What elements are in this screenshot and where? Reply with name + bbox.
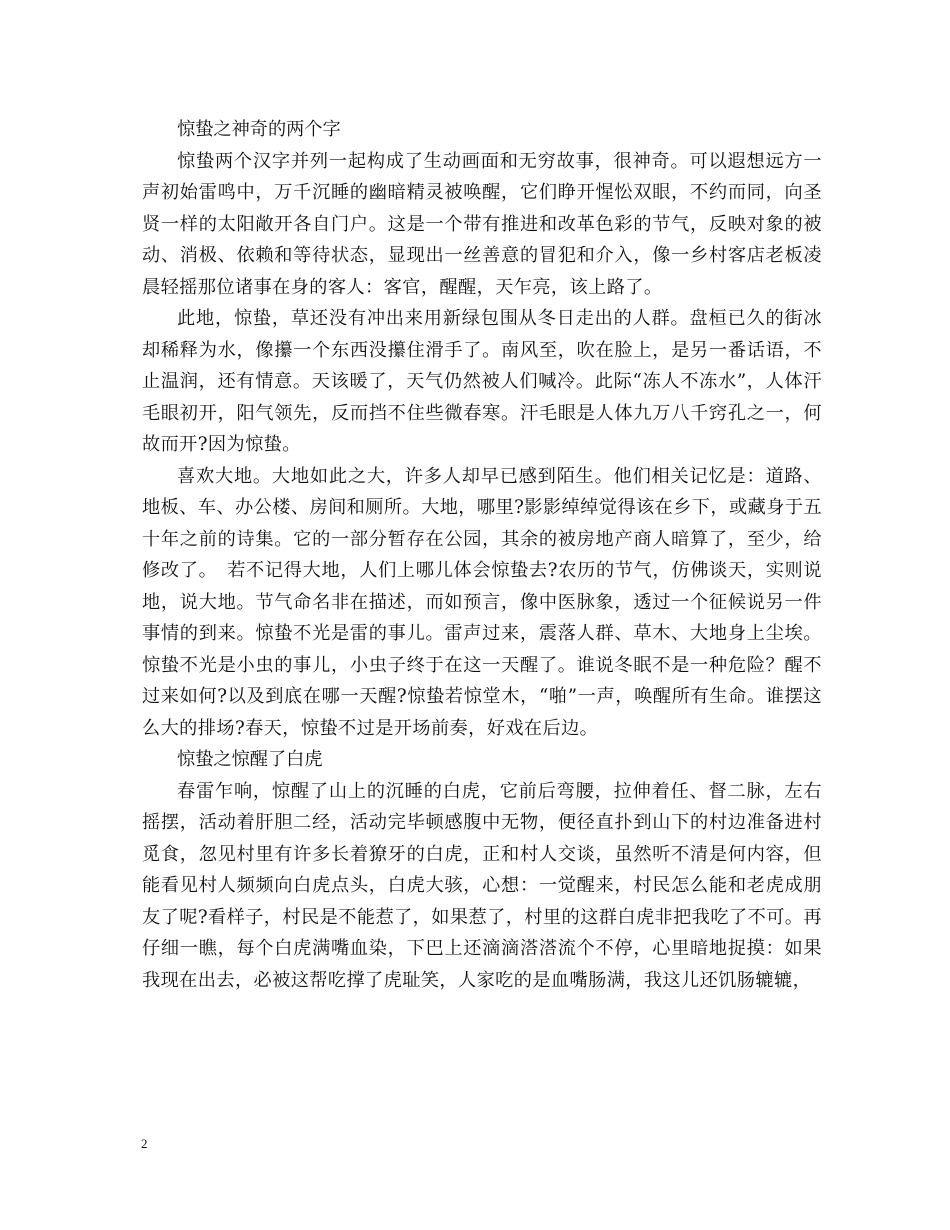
paragraph-3: 喜欢大地。大地如此之大，许多人却早已感到陌生。他们相关记忆是：道路、地板、车、办公楼、房间和厕所。大地，哪里?影影绰绰觉得该在乡下，或藏身于五十年之前的诗集。它的一部分暂存在公园，其余的被房地产商人暗算了，至少，给修改了。 若不记得大地，人们上哪儿体会惊蛰去?农历的节气，仿佛谈天，实则说地，说大地。节气命名非在描述，而如预言，像中医脉象，透过一个征候说另一件事情的到来。惊蛰不光是雷的事儿。雷声过来，震落人群、草木、大地身上尘埃。惊蛰不光是小虫的事儿，小虫子终于在这一天醒了。谁说冬眠不是一种危险？醒不过来如何?以及到底在哪一天醒?惊蛰若惊堂木，“啪”一声，唤醒所有生命。谁摆这么大的排场?春天，惊蛰不过是开场前奏，好戏在后边。 bbox=[142, 465, 822, 739]
section-heading-1: 惊蛰之神奇的两个字 bbox=[177, 119, 341, 140]
section-heading-2: 惊蛰之惊醒了白虎 bbox=[177, 749, 323, 770]
paragraph-2: 此地，惊蛰，草还没有冲出来用新绿包围从冬日走出的人群。盘桓已久的街冰却稀释为水，像攥一个东西没攥住滑手了。南风至，吹在脸上，是另一番话语，不止温润，还有情意。天该暖了，天气仍然被人们喊冷。此际“冻人不冻水”，人体汗毛眼初开，阳气领先，反而挡不住些微春寒。汗毛眼是人体九万八千窍孔之一，何故而开?因为惊蛰。 bbox=[142, 308, 822, 455]
document-body bbox=[142, 114, 822, 996]
paragraph-1: 惊蛰两个汉字并列一起构成了生动画面和无穷故事，很神奇。可以遐想远方一声初始雷鸣中，万千沉睡的幽暗精灵被唤醒，它们睁开惺忪双眼，不约而同，向圣贤一样的太阳敞开各自门户。这是一个带有推进和改革色彩的节气，反映对象的被动、消极、依赖和等待状态，显现出一丝善意的冒犯和介入，像一乡村客店老板凌晨轻摇那位诸事在身的客人：客官，醒醒，天乍亮，该上路了。 bbox=[142, 150, 822, 298]
paragraph-4: 春雷乍响，惊醒了山上的沉睡的白虎，它前后弯腰，拉伸着任、督二脉，左右摇摆，活动着肝胆二经，活动完毕顿感腹中无物，便径直扑到山下的村边准备进村觅食，忽见村里有许多长着獠牙的白虎，正和村人交谈，虽然听不清是何内容，但能看见村人频频向白虎点头，白虎大骇，心想：一觉醒来，村民怎么能和老虎成朋友了呢?看样子，村民是不能惹了，如果惹了，村里的这群白虎非把我吃了不可。再仔细一瞧，每个白虎满嘴血染，下巴上还滴滴溚溚流个不停，心里暗地捉摸：如果我现在出去，必被这帮吃撑了虎耻笑，人家吃的是血嘴肠满，我这儿还饥肠辘辘， bbox=[142, 780, 822, 991]
page-number: 2 bbox=[141, 1136, 148, 1151]
